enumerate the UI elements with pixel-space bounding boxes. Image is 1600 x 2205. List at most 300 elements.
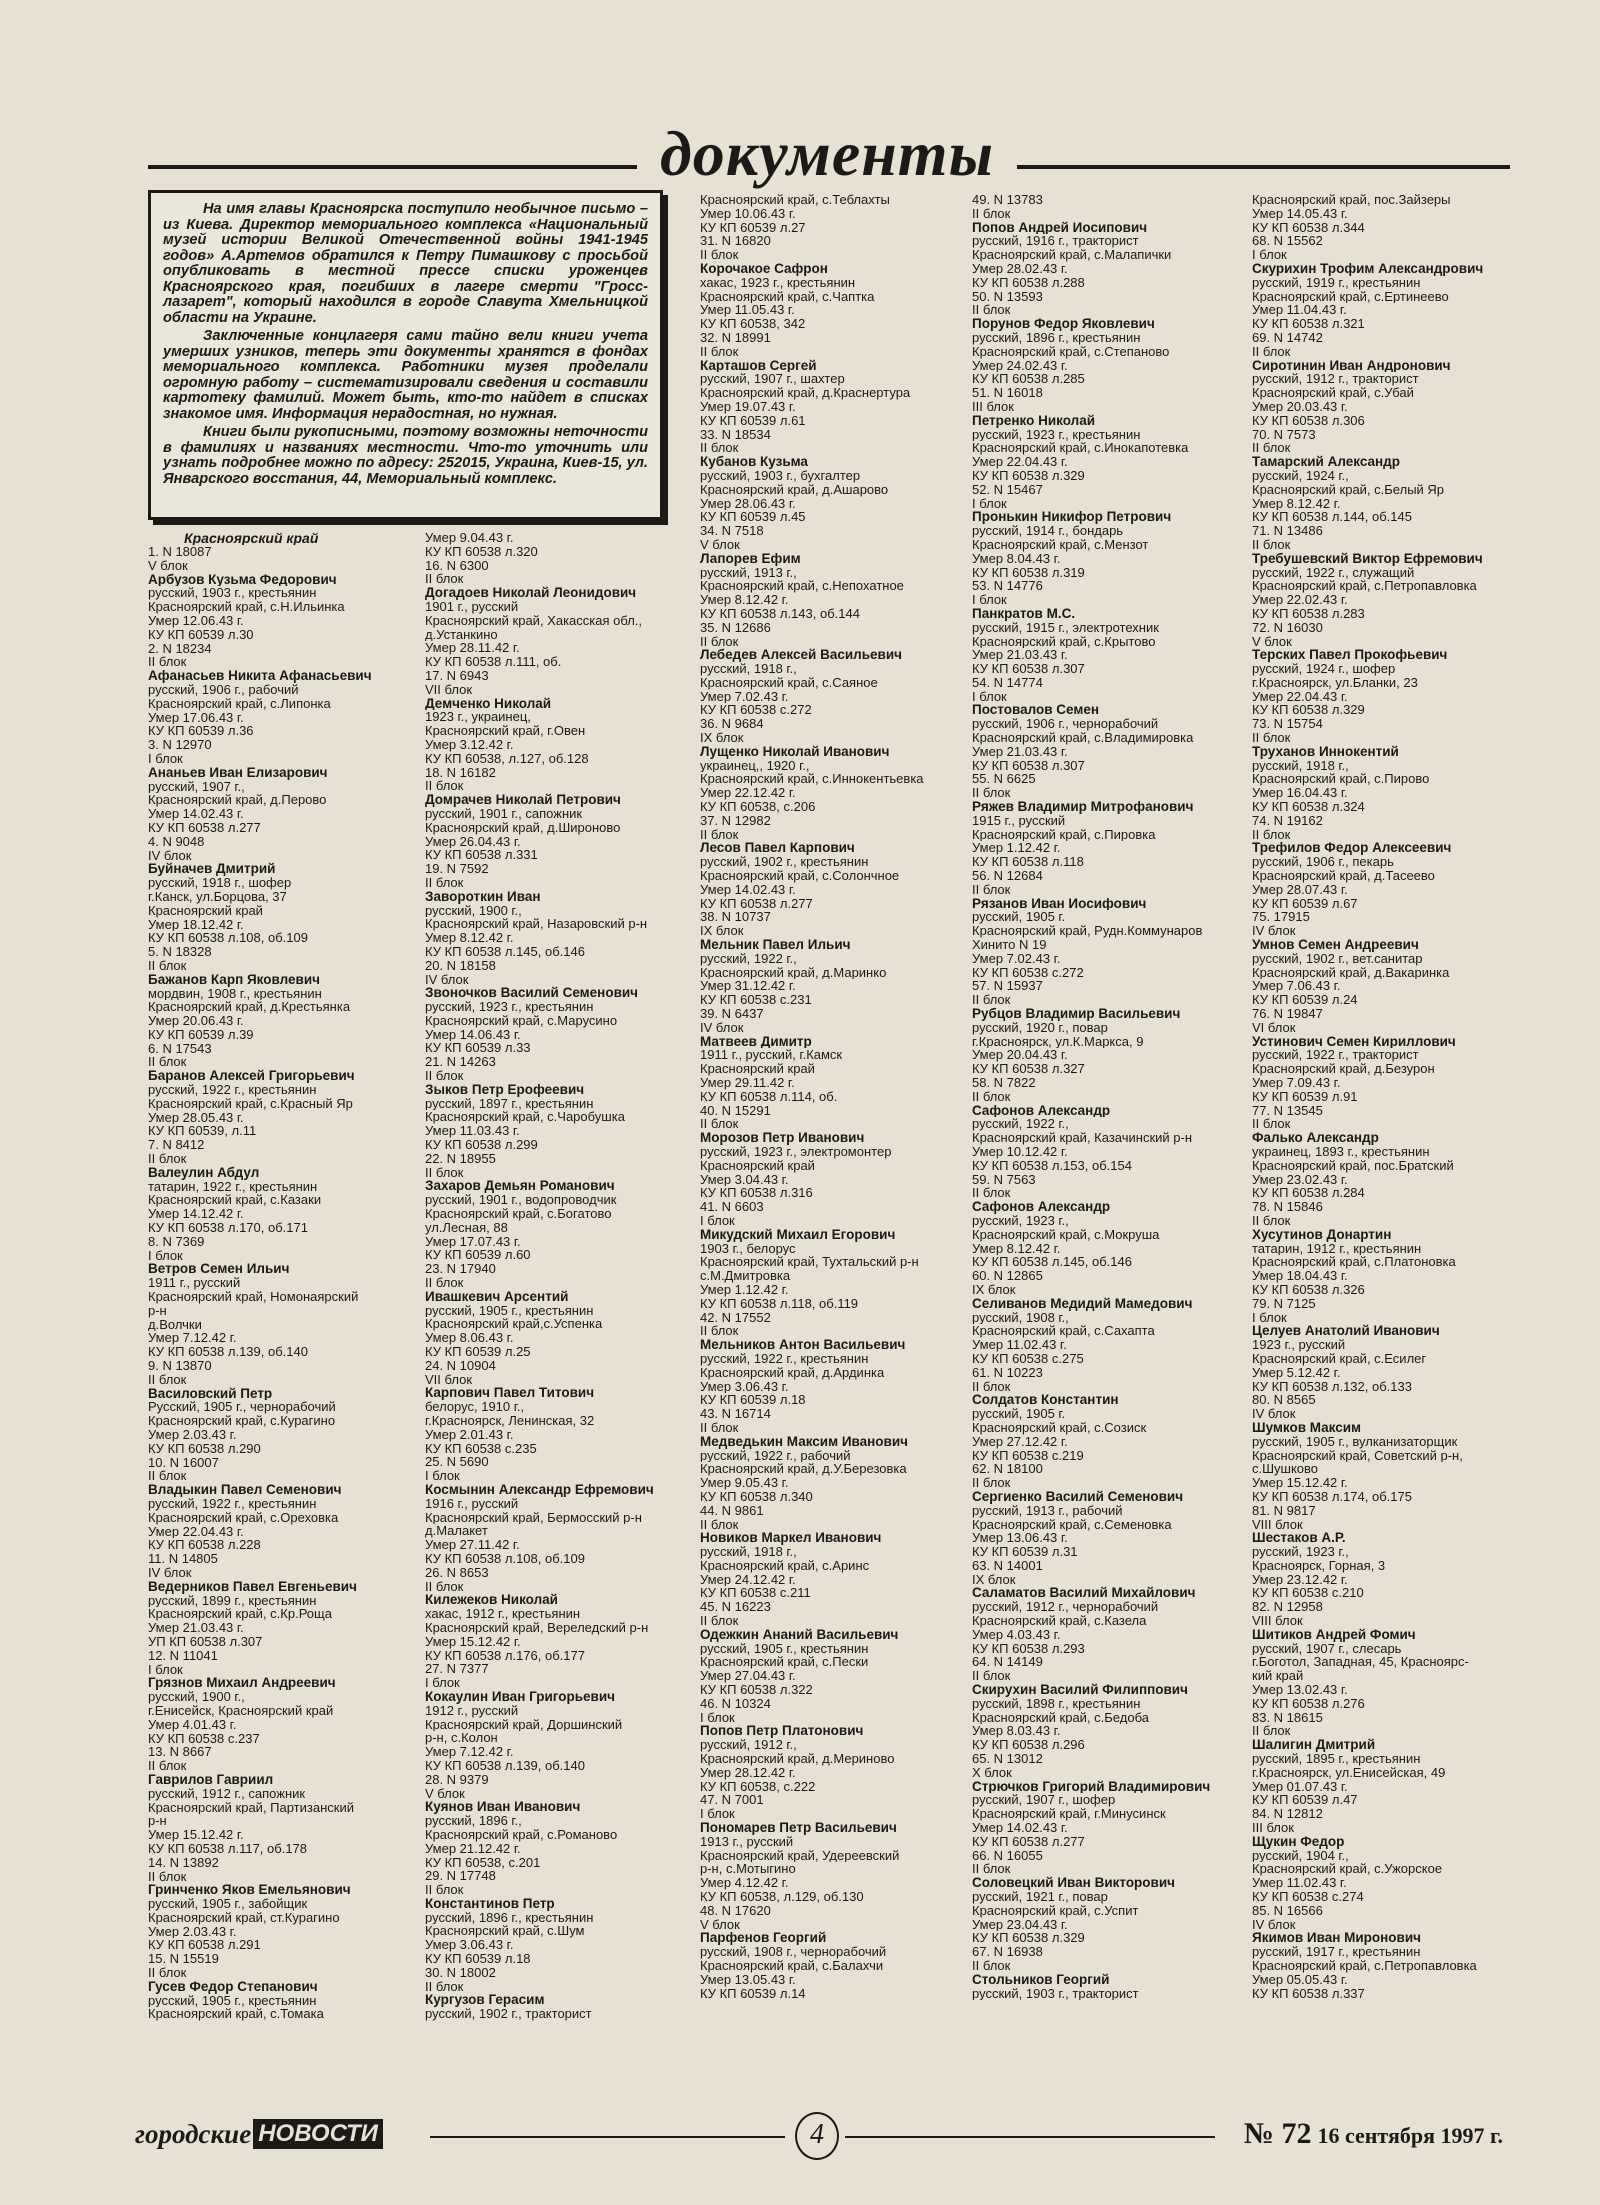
entry-line: Красноярский край, с.Ертинеево	[1252, 289, 1449, 304]
entry-name: Пронькин Никифор Петрович	[972, 510, 1172, 525]
entry-line: 13. N 8667	[148, 1745, 212, 1760]
entry-line: КУ КП 60538 л.344	[1252, 220, 1365, 235]
entry-line: Умер 1.12.42 г.	[700, 1282, 789, 1297]
entry-name: Ряжев Владимир Митрофанович	[972, 800, 1194, 814]
entry-line: Умер 17.07.43 г.	[425, 1234, 521, 1249]
entry-line: КУ КП 60538 л.283	[1252, 606, 1365, 621]
entry-line: русский, 1918 г.,	[700, 662, 797, 676]
entry-block: II блок	[425, 1579, 464, 1594]
entry-line: Русский, 1905 г., чернорабочий	[148, 1400, 336, 1415]
entry-line: Красноярский край, с.Романово	[425, 1827, 618, 1842]
entry-line: Красноярский край	[700, 1062, 815, 1076]
entry-name: Зыков Петр Ерофеевич	[425, 1082, 585, 1097]
entry-block: I блок	[700, 1213, 735, 1228]
entry-line: КУ КП 60538 л.296	[972, 1738, 1085, 1753]
entry-name: Шалигин Дмитрий	[1252, 1738, 1376, 1753]
entry-line: с.Шушково	[1252, 1462, 1319, 1477]
entry-line: Умер 11.05.43 г.	[700, 303, 795, 318]
entry-name: Гаврилов Гавриил	[148, 1772, 274, 1787]
entry-line: г.Красноярск, ул.Енисейская, 49	[1252, 1765, 1446, 1780]
entry-block: IX блок	[700, 731, 744, 745]
entry-line: КУ КП 60538 л.118, об.119	[700, 1296, 859, 1311]
entry-line: русский, 1902 г., вет.санитар	[1252, 951, 1423, 966]
entry-line: КУ КП 60539 л.18	[425, 1952, 531, 1966]
entry-block: III блок	[1252, 1821, 1294, 1835]
entry-line: Умер 21.03.43 г.	[972, 648, 1068, 663]
entry-line: 33. N 18534	[700, 427, 771, 442]
entry-name: Василовский Петр	[148, 1386, 273, 1401]
list-column-5	[1252, 193, 1527, 2106]
entry-line: 53. N 14776	[972, 579, 1043, 594]
entry-block: IV блок	[425, 972, 469, 987]
entry-line: р-н, с.Колон	[425, 1731, 498, 1746]
entry-line: 1913 г., русский	[700, 1834, 794, 1849]
entry-line: русский, 1913 г.,	[700, 565, 797, 580]
entry-line: Умер 2.03.43 г.	[148, 1924, 237, 1939]
entry-line: г.Боготол, Западная, 45, Красноярс-	[1252, 1655, 1469, 1670]
entry-line: русский, 1915 г., электротехник	[972, 620, 1159, 635]
entry-line: КУ КП 60538 л.329	[1252, 703, 1365, 718]
entry-line: татарин, 1912 г., крестьянин	[1252, 1241, 1422, 1256]
newspaper-logo	[135, 2117, 383, 2151]
entry-line: КУ КП 60538 л.139, об.140	[148, 1345, 308, 1360]
entry-block: II блок	[972, 303, 1011, 318]
entry-name: Кубанов Кузьма	[700, 455, 808, 469]
logo-part-1: городские	[135, 2119, 252, 2149]
entry-block: II блок	[148, 1759, 187, 1773]
entry-line: 83. N 18615	[1252, 1710, 1323, 1725]
entry-line: КУ КП 60539 л.67	[1252, 896, 1358, 911]
entry-line: 67. N 16938	[972, 1945, 1043, 1959]
entry-line: Красноярский край, с.Петропавловка	[1252, 579, 1477, 594]
entry-line: русский, 1922 г., служащий	[1252, 565, 1415, 580]
entry-line: КУ КП 60538, с.201	[425, 1855, 541, 1870]
entry-line: Умер 13.06.43 г.	[972, 1531, 1068, 1546]
entry-block: II блок	[700, 1324, 739, 1339]
entry-line: КУ КП 60538 л.284	[1252, 1186, 1365, 1201]
entry-line: КУ КП 60538 л.290	[148, 1441, 261, 1456]
entry-name: Буйначев Дмитрий	[148, 862, 276, 877]
entry-line: Умер 05.05.43 г.	[1252, 1972, 1348, 1987]
entry-line: Умер 8.04.43 г.	[972, 551, 1061, 566]
entry-line: русский, 1916 г., тракторист	[972, 234, 1139, 249]
entry-name: Медведькин Максим Иванович	[700, 1434, 908, 1449]
entry-name: Микудский Михаил Егорович	[700, 1227, 896, 1242]
entry-line: КУ КП 60538 л.340	[700, 1489, 813, 1504]
entry-line: КУ КП 60539 л.45	[700, 510, 806, 525]
entry-line: Красноярский край, с.Шум	[425, 1924, 585, 1939]
entry-block: VIII блок	[1252, 1517, 1303, 1532]
entry-name: Терских Павел Прокофьевич	[1252, 648, 1448, 663]
entry-block: III блок	[972, 399, 1014, 414]
entry-name: Рубцов Владимир Васильевич	[972, 1007, 1181, 1021]
entry-line: русский, 1908 г.,	[972, 1310, 1069, 1325]
entry-line: Красноярский край, с.Малапички	[972, 248, 1172, 262]
entry-line: 65. N 13012	[972, 1752, 1043, 1766]
entry-line: Красноярский край, д.Ашарово	[700, 482, 889, 497]
entry-block: II блок	[148, 958, 187, 973]
entry-line: КУ КП 60538 л.108, об.109	[148, 931, 308, 946]
entry-line: 5. N 18328	[148, 945, 212, 959]
entry-line: 6. N 17543	[148, 1041, 212, 1056]
entry-line: КУ КП 60538 с.274	[1252, 1890, 1364, 1904]
entry-line: КУ КП 60538 л.307	[972, 758, 1085, 773]
entry-name: Владыкин Павел Семенович	[148, 1483, 342, 1497]
entry-line: русский, 1895 г., крестьянин	[1252, 1752, 1421, 1766]
entry-line: 19. N 7592	[425, 862, 489, 876]
entry-line: КУ КП 60538 л.108, об.109	[425, 1551, 585, 1566]
entry-name: Бажанов Карп Яковлевич	[148, 972, 320, 987]
entry-line: 7. N 8412	[148, 1138, 205, 1153]
entry-name: Ветров Семен Ильич	[148, 1262, 290, 1277]
entry-line: русский, 1908 г., чернорабочий	[700, 1945, 887, 1959]
entry-line: русский, 1907 г., шахтер	[700, 372, 845, 387]
entry-line: 37. N 12982	[700, 813, 771, 828]
entry-block: II блок	[700, 1517, 739, 1532]
entry-line: Красноярский край, с.Казела	[972, 1614, 1147, 1628]
entry-line: Умер 15.12.42 г.	[148, 1828, 244, 1842]
entry-name: Сафонов Александр	[972, 1103, 1111, 1118]
entry-line: 29. N 17748	[425, 1869, 496, 1884]
entry-block: II блок	[148, 1055, 187, 1070]
entry-line: украинец, 1893 г., крестьянин	[1252, 1144, 1430, 1159]
entry-line: 27. N 7377	[425, 1662, 489, 1677]
entry-block: II блок	[972, 206, 1011, 221]
entry-line: 57. N 15937	[972, 979, 1043, 994]
entry-line: Умер 22.12.42 г.	[700, 786, 796, 801]
entry-line: Умер 5.12.42 г.	[1252, 1365, 1341, 1380]
entry-name: Устинович Семен Кириллович	[1252, 1034, 1456, 1049]
entry-line: с.М.Дмитровка	[700, 1269, 791, 1283]
entry-line: Умер 14.02.43 г.	[148, 807, 244, 821]
entry-line: Умер 29.11.42 г.	[700, 1076, 795, 1090]
entry-name: Панкратов М.С.	[972, 606, 1076, 621]
entry-line: КУ КП 60538 л.170, об.171	[148, 1221, 308, 1235]
entry-line: Умер 7.06.43 г.	[1252, 979, 1341, 994]
entry-line: 55. N 6625	[972, 772, 1036, 787]
entry-line: Красноярский край, Доршинский	[425, 1717, 623, 1732]
entry-line: Красноярский край, Бермосский р-н	[425, 1510, 642, 1525]
entry-line: Умер 31.12.42 г.	[700, 979, 796, 994]
entry-line: Красноярский край, г.Минусинск	[972, 1807, 1166, 1822]
entry-line: 35. N 12686	[700, 620, 771, 635]
entry-name: Соловецкий Иван Викторович	[972, 1876, 1175, 1891]
entry-line: Красноярский край, Номонаярский	[148, 1290, 359, 1304]
entry-block: II блок	[972, 1186, 1011, 1201]
entry-line: русский, 1905 г., крестьянин	[425, 1303, 594, 1318]
entry-line: Красноярский край, с.Мокруша	[972, 1227, 1160, 1242]
entry-line: КУ КП 60539 л.60	[425, 1248, 531, 1263]
entry-line: Красноярский край, с.Иннокентьевка	[700, 772, 924, 787]
entry-block: VII блок	[425, 1372, 473, 1387]
entry-line: 54. N 14774	[972, 675, 1043, 690]
entry-line: КУ КП 60538 л.299	[425, 1138, 538, 1152]
entry-line: Красноярский край, д.Безурон	[1252, 1062, 1435, 1076]
entry-line: Красноярский край, с.Инокапотевка	[972, 441, 1189, 456]
entry-line: 38. N 10737	[700, 910, 771, 925]
entry-line: Красноярский край, Казачинский р-н	[972, 1131, 1193, 1145]
entry-line: 82. N 12958	[1252, 1600, 1323, 1615]
entry-name: Шитиков Андрей Фомич	[1252, 1627, 1416, 1642]
entry-line: русский, 1924 г.,	[1252, 468, 1349, 483]
entry-line: Умер 23.04.43 г.	[972, 1917, 1068, 1932]
entry-name: Скурихин Трофим Александрович	[1252, 261, 1484, 276]
entry-line: Умер 7.09.43 г.	[1252, 1076, 1341, 1090]
entry-line: 68. N 15562	[1252, 234, 1323, 249]
entry-line: 4. N 9048	[148, 834, 205, 849]
entry-block: II блок	[1252, 731, 1291, 745]
entry-line: Умер 8.12.42 г.	[972, 1241, 1061, 1256]
entry-line: 15. N 15519	[148, 1952, 219, 1967]
entry-name: Селиванов Медидий Мамедович	[972, 1296, 1193, 1311]
entry-line: Красноярский край, с.Чаробушка	[425, 1110, 625, 1125]
entry-line: Умер 28.02.43 г.	[972, 261, 1068, 276]
entry-line: русский, 1922 г., крестьянин	[148, 1496, 317, 1511]
entry-line: русский, 1922 г., крестьянин	[148, 1083, 317, 1097]
entry-name: Шумков Максим	[1252, 1420, 1362, 1435]
entry-block: II блок	[1252, 1724, 1291, 1739]
entry-line: КУ КП 60538 л.329	[972, 1931, 1085, 1946]
entry-block: I блок	[148, 751, 183, 766]
entry-line: 41. N 6603	[700, 1200, 764, 1214]
entry-block: I блок	[972, 689, 1007, 704]
entry-line: 39. N 6437	[700, 1007, 764, 1021]
entry-name: Хусутинов Донартин	[1252, 1227, 1392, 1242]
entry-line: Красноярский край, с.Пировка	[972, 827, 1156, 842]
entry-line: 30. N 18002	[425, 1965, 496, 1980]
entry-line: Умер 4.12.42 г.	[700, 1876, 789, 1891]
entry-name: Корочакое Сафрон	[700, 261, 828, 276]
entry-name: Трефилов Федор Алексеевич	[1252, 841, 1452, 856]
entry-line: Красноярский край, д.Мериново	[700, 1752, 895, 1766]
entry-line: р-н, с.Мотыгино	[700, 1862, 796, 1877]
entry-name: Гусев Федор Степанович	[148, 1979, 318, 1994]
entry-line: КУ КП 60538 л.277	[700, 896, 813, 911]
entry-line: Красноярский край, с.Солончное	[700, 869, 900, 883]
entry-line: 80. N 8565	[1252, 1393, 1316, 1408]
entry-line: Красноярский край, с.Красный Яр	[148, 1096, 353, 1111]
entry-line: Красноярский край, с.Владимировка	[972, 731, 1194, 745]
entry-line: Красноярский край, д.Краснертура	[700, 386, 911, 400]
entry-line: Красноярский край, с.Томака	[148, 2007, 324, 2022]
entry-line: Красноярский край, Рудн.Коммунаров	[972, 924, 1203, 939]
entry-line: русский, 1905 г., крестьянин	[700, 1641, 869, 1656]
entry-line: 1901 г., русский	[425, 599, 519, 614]
entry-name: Саламатов Василий Михайлович	[972, 1586, 1196, 1601]
entry-line: Умер 20.03.43 г.	[1252, 399, 1348, 414]
entry-line: 84. N 12812	[1252, 1807, 1323, 1822]
entry-line: Умер 3.06.43 г.	[425, 1938, 514, 1953]
entry-line: русский, 1914 г., бондарь	[972, 524, 1124, 538]
entry-block: II блок	[425, 1883, 464, 1897]
entry-line: 21. N 14263	[425, 1055, 496, 1070]
entry-line: Красноярский край, д.Широново	[425, 820, 621, 835]
entry-line: КУ КП 60539 л.24	[1252, 993, 1358, 1008]
entry-line: 25. N 5690	[425, 1455, 489, 1470]
entry-line: мордвин, 1908 г., крестьянин	[148, 986, 322, 1001]
entry-block: I блок	[425, 1469, 460, 1483]
entry-block: IV блок	[1252, 1407, 1296, 1421]
entry-line: Умер 28.07.43 г.	[1252, 882, 1348, 897]
issue-date: 16 сентября 1997 г.	[1317, 2123, 1503, 2148]
entry-line: Умер 9.05.43 г.	[700, 1476, 789, 1490]
entry-line: КУ КП 60539 л.33	[425, 1041, 531, 1056]
entry-name: Умнов Семен Андреевич	[1252, 938, 1419, 952]
entry-line: русский, 1912 г., сапожник	[148, 1786, 306, 1801]
entry-line: 50. N 13593	[972, 289, 1043, 304]
entry-line: 46. N 10324	[700, 1696, 771, 1711]
entry-name: Карташов Сергей	[700, 358, 817, 373]
entry-line: г.Канск, ул.Борцова, 37	[148, 889, 287, 904]
entry-line: русский, 1904 г.,	[1252, 1848, 1349, 1863]
entry-block: I блок	[972, 496, 1007, 511]
entry-line: русский, 1900 г.,	[425, 903, 522, 918]
entry-name: Якимов Иван Миронович	[1252, 1931, 1421, 1946]
entry-line: Красноярский край, с.Семеновка	[972, 1517, 1172, 1532]
entry-line: кий край	[1252, 1669, 1304, 1684]
entry-line: Красноярский край, д.У.Березовка	[700, 1462, 907, 1477]
footer-rule-left	[430, 2136, 785, 2138]
entry-line: Умер 14.06.43 г.	[425, 1027, 521, 1042]
entry-line: д.Устанкино	[425, 627, 498, 642]
entry-block: IV блок	[148, 848, 192, 863]
entry-name: Завороткин Иван	[425, 889, 541, 904]
entry-line: КУ КП 60538 л.306	[1252, 413, 1365, 428]
entry-line: 32. N 18991	[700, 330, 771, 345]
entry-line: КУ КП 60538, с.206	[700, 800, 816, 814]
entry-line: 31. N 16820	[700, 234, 771, 249]
entry-line: Умер 8.12.42 г.	[700, 593, 789, 607]
entry-name: Килежеков Николай	[425, 1593, 558, 1608]
entry-line: КУ КП 60538 л.277	[972, 1834, 1085, 1849]
entry-line: КУ КП 60538 л.337	[1252, 1986, 1365, 2001]
entry-line: Умер 13.05.43 г.	[700, 1972, 796, 1987]
entry-line: КУ КП 60539 л.25	[425, 1345, 531, 1359]
entry-name: Постовалов Семен	[972, 703, 1100, 718]
issue-number: № 72	[1243, 2117, 1312, 2150]
entry-block: II блок	[972, 1862, 1011, 1877]
entry-line: 63. N 14001	[972, 1558, 1043, 1573]
entry-block: V блок	[700, 537, 740, 552]
entry-line: 1915 г., русский	[972, 813, 1066, 828]
entry-line: КУ КП 60539, л.11	[148, 1124, 257, 1139]
entry-block: II блок	[972, 1476, 1011, 1490]
entry-block: VI блок	[1252, 1020, 1296, 1035]
entry-line: Умер 27.11.42 г.	[425, 1538, 520, 1552]
entry-line: Красноярский край, с.Бедоба	[972, 1710, 1149, 1725]
entry-line: Умер 3.12.42 г.	[425, 737, 514, 752]
entry-line: 26. N 8653	[425, 1565, 489, 1580]
entry-line: УП КП 60538 л.307	[148, 1634, 263, 1649]
entry-line: Красноярский край, с.Мензот	[972, 537, 1149, 552]
entry-block: II блок	[425, 1069, 464, 1083]
entry-line: Умер 18.04.43 г.	[1252, 1269, 1348, 1283]
entry-line: Умер 11.04.43 г.	[1252, 303, 1347, 318]
entry-name: Рязанов Иван Иосифович	[972, 896, 1147, 911]
entry-line: 1911 г., русский	[148, 1276, 241, 1291]
section-title: документы	[637, 118, 1017, 190]
entry-name: Попов Петр Платонович	[700, 1724, 864, 1739]
entry-line: Красноярский край, с.Убай	[1252, 386, 1414, 400]
entry-name: Сиротинин Иван Андронович	[1252, 358, 1451, 373]
entry-line: Умер 4.01.43 г.	[148, 1717, 237, 1732]
entry-line: Красноярский край, с.Сахапта	[972, 1324, 1155, 1339]
entry-name: Сергиенко Василий Семенович	[972, 1489, 1184, 1504]
entry-line: Умер 14.02.43 г.	[700, 882, 796, 897]
list-column-2	[425, 531, 700, 2106]
entry-line: 74. N 19162	[1252, 813, 1323, 828]
entry-line: КУ КП 60538 л.329	[972, 468, 1085, 483]
entry-line: Умер 23.02.43 г.	[1252, 1172, 1348, 1187]
entry-line: Умер 28.12.42 г.	[700, 1765, 796, 1780]
entry-line: 1911 г., русский, г.Камск	[700, 1048, 843, 1063]
entry-line: КУ КП 60538 л.324	[1252, 800, 1365, 814]
entry-block: V блок	[1252, 634, 1292, 649]
entry-line: 24. N 10904	[425, 1358, 496, 1373]
entry-line: 70. N 7573	[1252, 427, 1316, 442]
entry-block: II блок	[700, 441, 739, 456]
issue-info	[1244, 2117, 1503, 2151]
entry-line: 69. N 14742	[1252, 330, 1323, 345]
entry-name: Парфенов Георгий	[700, 1931, 827, 1946]
entry-line: Умер 7.02.43 г.	[700, 689, 789, 704]
entry-line: КУ КП 60538 л.316	[700, 1186, 813, 1201]
entry-line: Умер 11.02.43 г.	[972, 1338, 1067, 1352]
entry-line: Умер 16.04.43 г.	[1252, 786, 1348, 801]
entry-line: 42. N 17552	[700, 1310, 771, 1325]
entry-line: 66. N 16055	[972, 1848, 1043, 1863]
entry-line: р-н	[148, 1814, 167, 1829]
entry-name: Целуев Анатолий Иванович	[1252, 1324, 1440, 1339]
entry-line: Умер 11.03.43 г.	[425, 1124, 520, 1139]
entry-name: Константинов Петр	[425, 1896, 555, 1911]
entry-name: Кургузов Герасим	[425, 1993, 545, 2008]
entry-line: Красноярский край, с.Созиск	[972, 1420, 1147, 1435]
entry-block: IX блок	[972, 1572, 1016, 1587]
entry-line: КУ КП 60538 л.319	[972, 565, 1085, 580]
entry-name: Арбузов Кузьма Федорович	[148, 572, 337, 587]
entry-name: Лесов Павел Карпович	[700, 841, 855, 856]
entry-line: 18. N 16182	[425, 765, 496, 780]
entry-line: КУ КП 60539 л.91	[1252, 1089, 1358, 1104]
entry-line: русский, 1920 г., повар	[972, 1020, 1108, 1035]
entry-line: русский, 1901 г., сапожник	[425, 806, 583, 821]
entry-name: Требушевский Виктор Ефремович	[1252, 551, 1483, 566]
entry-line: русский, 1905 г., крестьянин	[148, 1993, 317, 2008]
entry-line: Красноярский край, Советский р-н,	[1252, 1448, 1463, 1463]
entry-line: Красноярский край, с.Н.Ильинка	[148, 600, 345, 614]
entry-line: русский, 1923 г., крестьянин	[972, 427, 1141, 442]
entry-line: КУ КП 60538 с.272	[972, 965, 1084, 980]
entry-line: русский, 1900 г.,	[148, 1690, 245, 1704]
entry-line: КУ КП 60538 л.321	[1252, 317, 1365, 331]
entry-line: 59. N 7563	[972, 1172, 1036, 1187]
entry-line: г.Красноярск, Ленинская, 32	[425, 1414, 595, 1428]
entry-name: Фалько Александр	[1252, 1131, 1379, 1145]
entry-line: Умер 19.07.43 г.	[700, 399, 796, 414]
entry-line: КУ КП 60539 л.61	[700, 413, 806, 428]
entry-block: II блок	[148, 1869, 187, 1884]
entry-line: 1923 г., украинец,	[425, 710, 531, 725]
entry-line: д.Волчки	[148, 1317, 202, 1332]
entry-line: Красноярский край, с.Богатово	[425, 1207, 612, 1221]
entry-block: IV блок	[1252, 924, 1296, 939]
list-column-3	[700, 193, 975, 2106]
entry-line: КУ КП 60539 л.14	[700, 1986, 806, 2001]
entry-line: Умер 28.11.42 г.	[425, 641, 520, 656]
entry-block: I блок	[1252, 1310, 1287, 1325]
entry-line: русский, 1898 г., крестьянин	[972, 1696, 1141, 1711]
